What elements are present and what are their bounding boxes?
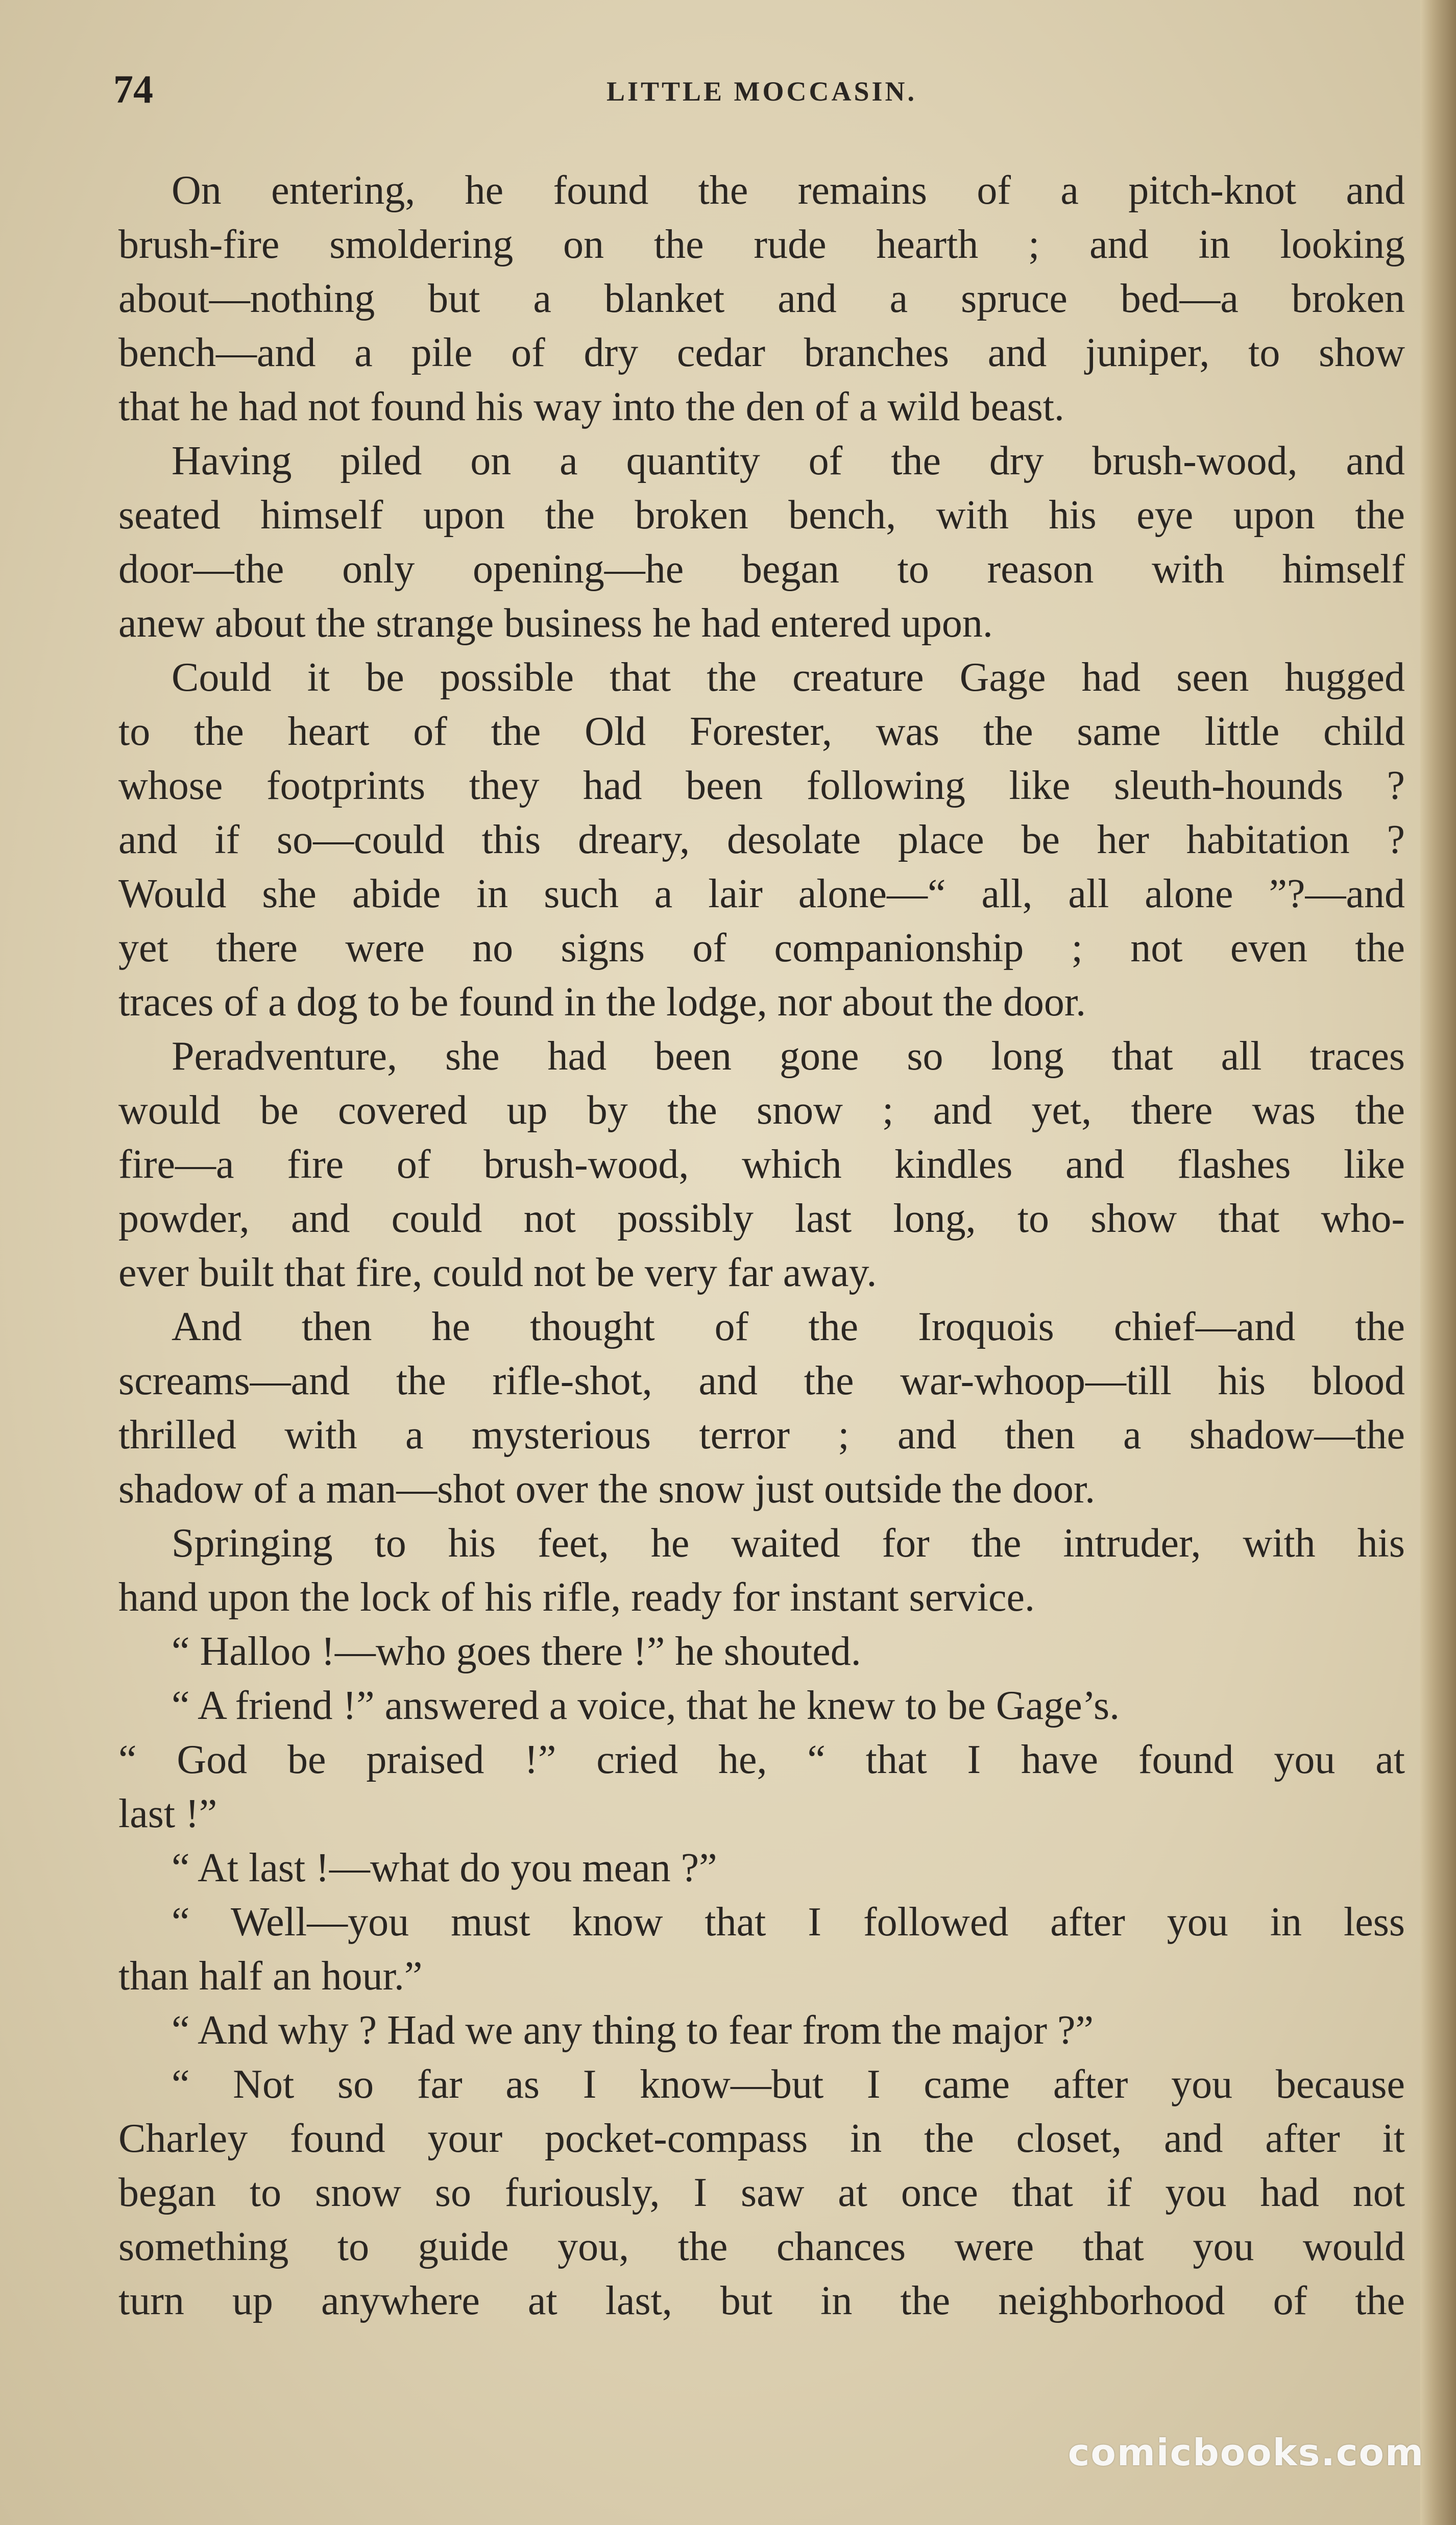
text-line: fire—a fire of brush-wood, which kindles and flashes like — [118, 1142, 1405, 1187]
text-line: “ Halloo !—who goes there !” he shouted. — [172, 1629, 861, 1674]
page-header — [113, 66, 1410, 123]
text-line: last !” — [118, 1791, 217, 1836]
page-number: 74 — [113, 67, 153, 111]
text-line: seated himself upon the broken bench, with his eye upon the — [118, 493, 1405, 538]
text-line: that he had not found his way into the den of a wild beast. — [118, 384, 1064, 429]
page-edge — [1420, 0, 1456, 2525]
text-line: and if so—could this dreary, desolate place be her habitation ? — [118, 817, 1405, 862]
running-title: LITTLE MOCCASIN. — [606, 76, 917, 107]
text-line: began to snow so furiously, I saw at once that if you had not — [118, 2170, 1405, 2215]
text-line: Having piled on a quantity of the dry brush-wood, and — [172, 439, 1405, 483]
text-line: turn up anywhere at last, but in the neighborhood of the — [118, 2278, 1405, 2323]
text-line: On entering, he found the remains of a pitch-knot and — [172, 168, 1405, 213]
text-line: hand upon the lock of his rifle, ready for instant service. — [118, 1575, 1035, 1620]
text-line: brush-fire smoldering on the rude hearth ; and in looking — [118, 222, 1405, 267]
text-line: to the heart of the Old Forester, was the same little child — [118, 709, 1405, 754]
text-line: powder, and could not possibly last long, to show that who- — [118, 1196, 1405, 1241]
text-line: than half an hour.” — [118, 1954, 423, 1999]
text-line: anew about the strange business he had entered upon. — [118, 601, 993, 646]
body-text — [118, 163, 1405, 2328]
text-line: “ A friend !” answered a voice, that he knew to be Gage’s. — [172, 1683, 1120, 1728]
text-line: “ At last !—what do you mean ?” — [172, 1846, 717, 1890]
text-line: about—nothing but a blanket and a spruce bed—a broken — [118, 276, 1405, 321]
text-line: thrilled with a mysterious terror ; and then a shadow—the — [118, 1413, 1405, 1458]
text-line: whose footprints they had been following like sleuth-hounds ? — [118, 763, 1405, 808]
text-line: “ God be praised !” cried he, “ that I have found you at — [118, 1737, 1405, 1782]
text-line: And then he thought of the Iroquois chief—and the — [172, 1304, 1405, 1349]
text-line: something to guide you, the chances were that you would — [118, 2224, 1405, 2269]
text-line: “ Well—you must know that I followed after you in less — [172, 1900, 1405, 1945]
text-line: Would she abide in such a lair alone—“ all, all alone ”?—and — [118, 871, 1405, 916]
text-line: Could it be possible that the creature Gage had seen hugged — [172, 655, 1405, 700]
text-line: Peradventure, she had been gone so long that all traces — [172, 1034, 1405, 1079]
text-line: “ Not so far as I know—but I came after you because — [172, 2062, 1405, 2107]
text-line: Springing to his feet, he waited for the intruder, with his — [172, 1521, 1405, 1566]
watermark: comicbooks.com — [1067, 2431, 1424, 2474]
text-line: would be covered up by the snow ; and yet, there was the — [118, 1088, 1405, 1133]
text-line: “ And why ? Had we any thing to fear from the major ?” — [172, 2008, 1094, 2053]
text-line: Charley found your pocket-compass in the closet, and after it — [118, 2116, 1405, 2161]
text-line: bench—and a pile of dry cedar branches and juniper, to show — [118, 330, 1405, 375]
text-line: screams—and the rifle-shot, and the war-whoop—till his blood — [118, 1358, 1405, 1403]
text-line: traces of a dog to be found in the lodge, nor about the door. — [118, 980, 1086, 1025]
text-line: ever built that fire, could not be very far away. — [118, 1250, 877, 1295]
text-line: door—the only opening—he began to reason with himself — [118, 547, 1405, 592]
text-line: shadow of a man—shot over the snow just outside the door. — [118, 1467, 1096, 1512]
text-line: yet there were no signs of companionship ; not even the — [118, 926, 1405, 970]
